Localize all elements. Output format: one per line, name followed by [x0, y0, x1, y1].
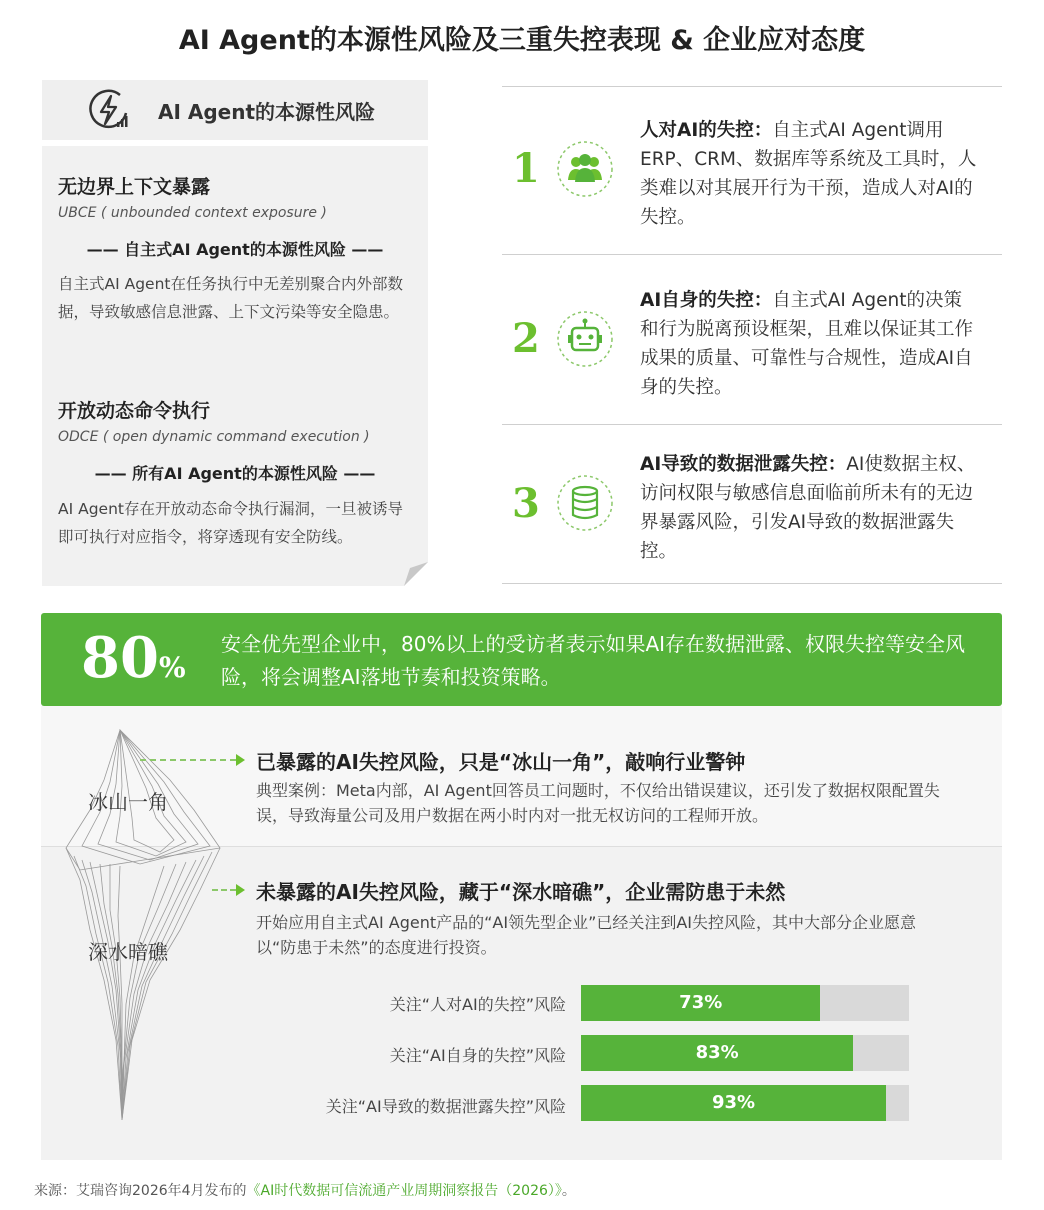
hidden-risk-text: 开始应用自主式AI Agent产品的“AI领先型企业”已经关注到AI失控风险，其中大部分企业愿意以“防患于未然”的态度进行投资。: [256, 913, 917, 957]
robot-icon: [556, 310, 614, 368]
item-text: [640, 286, 980, 402]
bar-value-label: 73%: [679, 992, 723, 1013]
risk-subtitle-odce: —— 所有AI Agent的本源性风险 ——: [94, 464, 376, 483]
bar-label: 关注“AI自身的失控”风险: [389, 1046, 566, 1065]
divider: [502, 583, 1002, 584]
iceberg-illustration: [60, 720, 230, 1140]
item-bold: 人对AI的失控：: [640, 120, 773, 141]
risk-title-odce: 开放动态命令执行: [58, 400, 211, 422]
bar-label: 关注“人对AI的失控”风险: [389, 995, 566, 1014]
bar-label: 关注“AI导致的数据泄露失控”风险: [325, 1097, 566, 1116]
pointer-line: [140, 759, 236, 761]
item-body: 自主式AI Agent的决策和行为脱离预设框架，且难以保证其工作成果的质量、可靠性与合规性，造成AI自身的失控。: [640, 290, 974, 398]
iceberg-tip-label: 冰山一角: [88, 790, 168, 814]
banner-text: 安全优先型企业中，80%以上的受访者表示如果AI存在数据泄露、权限失控等安全风险，将会调整AI落地节奏和投资策略。: [221, 632, 966, 689]
banner-number: 80: [81, 625, 159, 691]
bar-track: [581, 1035, 909, 1071]
divider: [502, 254, 1002, 255]
arrow-right-icon: [236, 754, 245, 766]
pointer-line: [212, 889, 236, 891]
bar-track: [581, 1085, 909, 1121]
arrow-right-icon: [236, 884, 245, 896]
item-number: 3: [512, 480, 540, 527]
risk-abbr-odce: ODCE ( open dynamic command execution ): [58, 429, 370, 445]
bar-fill: [581, 1035, 853, 1071]
source-prefix: 来源：艾瑞咨询2026年4月发布的: [34, 1183, 247, 1199]
exposed-risk-title: 已暴露的AI失控风险，只是“冰山一角”，敲响行业警钟: [256, 750, 746, 774]
highlight-banner: [41, 613, 1002, 706]
item-text: [640, 450, 980, 566]
database-icon: [556, 474, 614, 532]
item-bold: AI自身的失控：: [640, 290, 773, 311]
item-number: 2: [512, 315, 540, 362]
page-title: AI Agent的本源性风险及三重失控表现 & 企业应对态度: [178, 25, 866, 56]
left-panel-title: AI Agent的本源性风险: [158, 99, 376, 124]
divider: [502, 424, 1002, 425]
risk-desc-odce: AI Agent存在开放动态命令执行漏洞，一旦被诱导即可执行对应指令，将穿透现有安全防线。: [58, 500, 403, 546]
risk-desc-ubce: 自主式AI Agent在任务执行中无差别聚合内外部数据，导致敏感信息泄露、上下文污染等安全隐患。: [58, 275, 403, 321]
item-body: AI使数据主权、访问权限与敏感信息面临前所未有的无边界暴露风险，引发AI导致的数据泄露失控。: [640, 454, 976, 562]
divider: [502, 86, 1002, 87]
bar-value-label: 83%: [695, 1042, 739, 1063]
item-bold: AI导致的数据泄露失控：: [640, 454, 847, 475]
bar-fill: [581, 985, 820, 1021]
bar-value-label: 93%: [711, 1092, 756, 1113]
report-link[interactable]: 《AI时代数据可信流通产业周期洞察报告（2026）》: [246, 1183, 562, 1199]
bar-fill: [581, 1085, 886, 1121]
risk-title-ubce: 无边界上下文暴露: [58, 176, 211, 198]
exposed-risk-text: 典型案例：Meta内部，AI Agent回答员工问题时，不仅给出错误建议，还引发了数据权限配置失误，导致海量公司及用户数据在两小时内对一批无权访问的工程师开放。: [256, 781, 940, 825]
page-fold-corner: [404, 562, 428, 586]
source-suffix: 。: [561, 1183, 576, 1199]
source-note: [34, 1180, 576, 1200]
hidden-risk-title: 未暴露的AI失控风险，藏于“深水暗礁”，企业需防患于未然: [256, 880, 786, 904]
bar-track: [581, 985, 909, 1021]
risk-subtitle-ubce: —— 自主式AI Agent的本源性风险 ——: [86, 240, 384, 259]
item-text: [640, 116, 980, 232]
banner-stat: [81, 625, 186, 691]
lightning-signal-icon: [86, 87, 132, 133]
item-body: 自主式AI Agent调用ERP、CRM、数据库等系统及工具时，人类难以对其展开行为干预，造成人对AI的失控。: [640, 120, 977, 228]
left-panel-header: [42, 80, 428, 140]
deep-reef-label: 深水暗礁: [88, 940, 168, 964]
risk-abbr-ubce: UBCE ( unbounded context exposure ): [58, 205, 327, 221]
item-number: 1: [512, 145, 540, 192]
banner-unit: %: [158, 651, 186, 684]
people-icon: [556, 140, 614, 198]
